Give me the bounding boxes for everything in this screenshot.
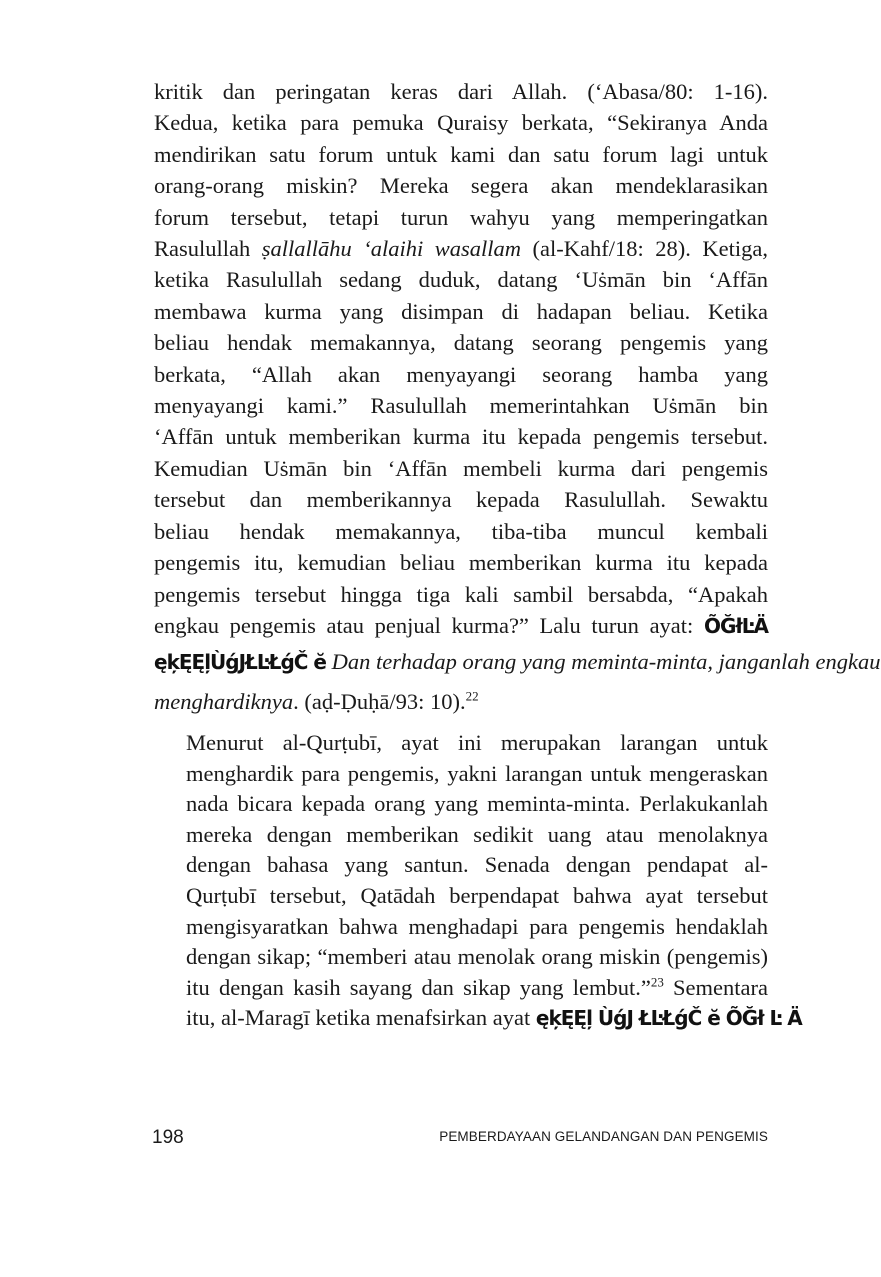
arabic-verse-fragment: ęķĘĘļÙǵJŁĿŁǵČ ĕ <box>154 650 326 675</box>
text-line <box>154 233 768 264</box>
text-line: dengan bahasa yang santun. Senada dengan pendapat al- <box>186 852 768 878</box>
text-line: membawa kurma yang disimpan di hadapan beliau. Ketika <box>154 298 768 324</box>
text-line: berkata, “Allah akan menyayangi seorang hamba yang <box>154 361 768 387</box>
text-line: pengemis itu, kemudian beliau memberikan kurma itu kepada <box>154 550 768 576</box>
honorific-italic: ṣallallāhu ‘alaihi wasallam <box>261 236 522 262</box>
verse-translation: menghardiknya <box>154 689 294 715</box>
footnote-marker: 22 <box>465 688 479 704</box>
text-line: orang-orang miskin? Mereka segera akan mendeklarasikan <box>154 173 768 199</box>
text-segment: (al-Kahf/18: 28). Ketiga, <box>521 236 768 262</box>
text-segment: Sementara <box>663 974 768 1000</box>
text-line: mereka dengan memberikan sedikit uang atau menolaknya <box>186 821 768 847</box>
text-segment: itu, al-Maragī ketika menafsirkan ayat <box>186 1005 531 1031</box>
text-line <box>154 973 768 1004</box>
arabic-verse-fragment: ÕĞłĿÄ <box>703 613 768 638</box>
text-line: Qurṭubī tersebut, Qatādah berpendapat bahwa ayat tersebut <box>186 882 768 908</box>
text-line: nada bicara kepada orang yang meminta-minta. Perlakukanlah <box>186 791 768 817</box>
text-segment: itu dengan kasih sayang dan sikap yang lembut.” <box>186 974 651 1000</box>
text-line: Kedua, ketika para pemuka Quraisy berkata, “Sekiranya Anda <box>154 110 768 136</box>
footnote-marker: 23 <box>650 974 664 990</box>
text-line: menyayangi kami.” Rasulullah memerintahkan Uṡmān bin <box>154 393 768 419</box>
text-line: ‘Affān untuk memberikan kurma itu kepada pengemis tersebut. <box>154 424 768 450</box>
text-line: menghardik para pengemis, yakni larangan untuk mengeraskan <box>186 760 768 786</box>
paragraph-1 <box>154 76 881 722</box>
text-segment: engkau pengemis atau penjual kurma?” Lalu turun ayat: <box>154 612 694 638</box>
text-line <box>154 642 881 682</box>
arabic-verse-fragment: ęķĘĘļ ÙǵJ ŁĿŁǵČ ĕ ÕĞł Ŀ Ä <box>535 1006 802 1031</box>
text-line <box>154 1003 802 1034</box>
verse-reference: . (aḍ-Ḍuḥā/93: 10). <box>293 689 466 715</box>
text-line: ketika Rasulullah sedang duduk, datang ‘Uṡmān bin ‘Affān <box>154 267 768 293</box>
text-line: pengemis tersebut hingga tiga kali sambil bersabda, “Apakah <box>154 581 768 607</box>
text-line: forum tersebut, tetapi turun wahyu yang memperingatkan <box>154 204 768 230</box>
text-line <box>154 682 768 722</box>
text-line: beliau hendak memakannya, datang seorang pengemis yang <box>154 330 768 356</box>
page-number: 198 <box>152 1127 184 1148</box>
running-title: PEMBERDAYAAN GELANDANGAN DAN PENGEMIS <box>439 1129 768 1144</box>
text-line: Menurut al-Qurṭubī, ayat ini merupakan larangan untuk <box>186 730 768 755</box>
verse-translation: Dan terhadap orang yang meminta-minta, janganlah engkau <box>331 649 881 675</box>
text-line: mengisyaratkan bahwa menghadapi para pengemis hendaklah <box>186 913 768 939</box>
text-line: Kemudian Uṡmān bin ‘Affān membeli kurma dari pengemis <box>154 455 768 481</box>
text-line: kritik dan peringatan keras dari Allah. (‘Abasa/80: 1-16). <box>154 79 768 104</box>
text-line: mendirikan satu forum untuk kami dan satu forum lagi untuk <box>154 141 768 167</box>
text-line: dengan sikap; “memberi atau menolak orang miskin (pengemis) <box>186 944 768 970</box>
text-segment: Rasulullah <box>154 236 262 262</box>
text-line <box>154 610 768 642</box>
text-line: tersebut dan memberikannya kepada Rasulullah. Sewaktu <box>154 487 768 513</box>
paragraph-2 <box>154 728 802 1034</box>
text-line: beliau hendak memakannya, tiba-tiba muncul kembali <box>154 518 768 544</box>
